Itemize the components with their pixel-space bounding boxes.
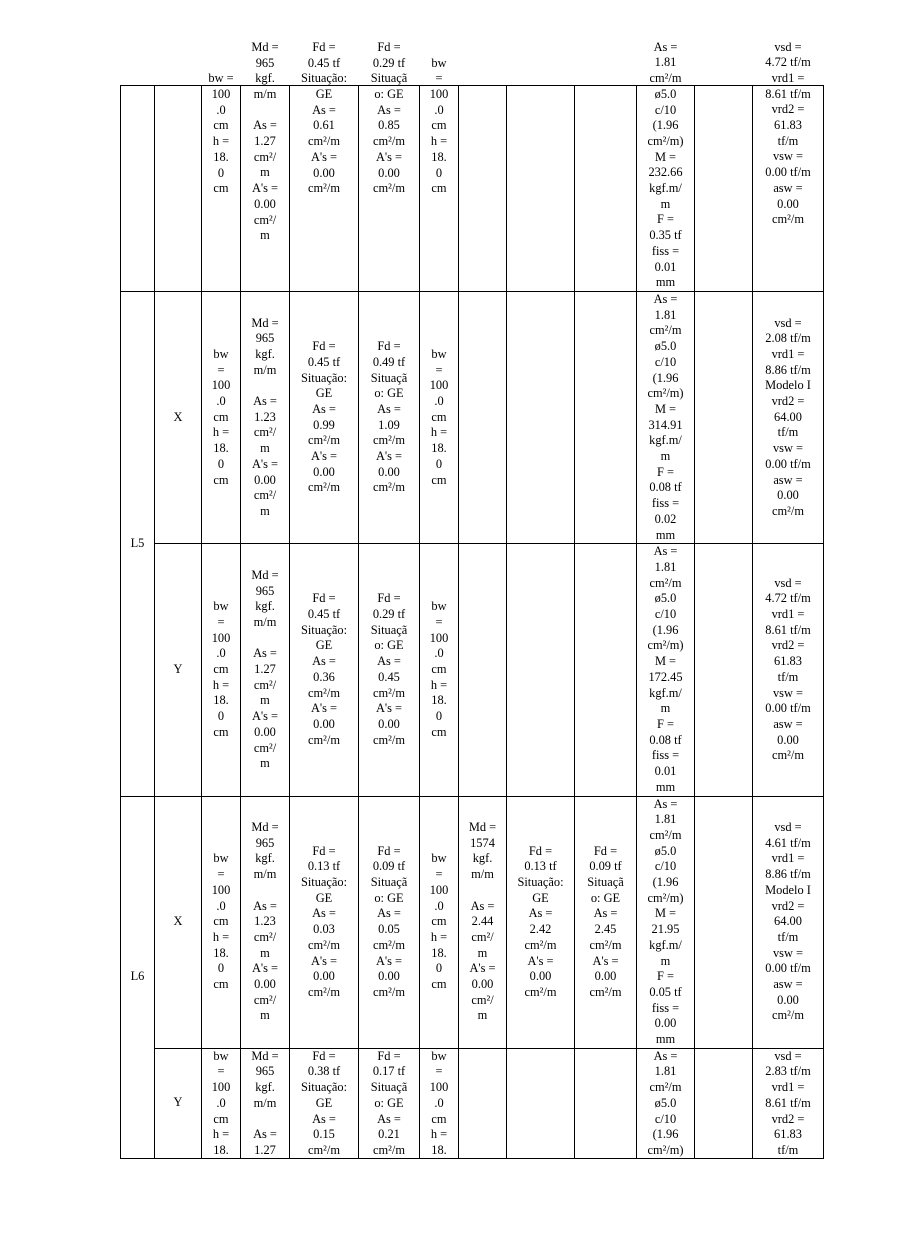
force-cell: Fd = 0.29 tf Situaçã o: GE As = 0.85 cm²/m A's = 0.00 cm²/m	[359, 86, 420, 292]
force-cell	[507, 544, 575, 796]
slab-label: L5	[121, 292, 155, 797]
moment-cell	[459, 1048, 507, 1158]
section-cell: bw = 100 .0 cm h = 18. 0 cm	[420, 796, 459, 1048]
force-cell	[507, 292, 575, 544]
force-cell: Fd = 0.38 tf Situação: GE As = 0.15 cm²/m	[290, 1048, 359, 1158]
moment-cell	[459, 544, 507, 796]
direction-cell	[155, 86, 202, 292]
direction-label: Y	[155, 544, 202, 796]
moment-cell: Md = 965 kgf. m/m As = 1.27 cm²/ m A's = 0.00 cm²/ m	[241, 544, 290, 796]
shear-cell: vsd = 4.72 tf/m vrd1 = 8.61 tf/m vrd2 = 61.83 tf/m vsw = 0.00 tf/m asw = 0.00 cm²/m	[753, 86, 824, 292]
table-row	[121, 544, 824, 796]
direction-label: X	[155, 796, 202, 1048]
cracking-cell: As = 1.81 cm²/m ø5.0 c/10 (1.96 cm²/m) M = 232.66 kgf.m/ m F = 0.35 tf fiss = 0.01 mm	[637, 86, 695, 292]
moment-cell	[459, 292, 507, 544]
force-cell: Fd = 0.29 tf Situaçã o: GE As = 0.45 cm²/m A's = 0.00 cm²/m	[359, 544, 420, 796]
force-cell: Fd = 0.17 tf Situaçã o: GE As = 0.21 cm²/m	[359, 1048, 420, 1158]
direction-label: Y	[155, 1048, 202, 1158]
force-cell	[575, 86, 637, 292]
force-cell: Fd = 0.45 tf Situação: GE As = 0.99 cm²/m A's = 0.00 cm²/m	[290, 292, 359, 544]
empty-cell	[695, 544, 753, 796]
section-cell: bw = 100 .0 cm h = 18. 0 cm	[420, 292, 459, 544]
section-cell: bw = 100 .0 cm h = 18. 0 cm	[420, 86, 459, 292]
force-cell: Fd = 0.45 tf Situação: GE As = 0.61 cm²/m A's = 0.00 cm²/m	[290, 86, 359, 292]
moment-cell: Md = 965 kgf. m/m As = 1.27	[241, 1048, 290, 1158]
section-cell: bw = 100 .0 cm h = 18.	[202, 1048, 241, 1158]
section-cell: bw = 100 .0 cm h = 18.	[420, 1048, 459, 1158]
empty-cell	[695, 86, 753, 292]
empty-cell	[695, 292, 753, 544]
section-cell: bw = 100 .0 cm h = 18. 0 cm	[202, 796, 241, 1048]
section-cell: bw = 100 .0 cm h = 18. 0 cm	[202, 86, 241, 292]
moment-cell	[459, 86, 507, 292]
table-row	[121, 292, 824, 544]
table-row	[121, 796, 824, 1048]
direction-label: X	[155, 292, 202, 544]
table-row	[121, 1048, 824, 1158]
force-cell	[507, 1048, 575, 1158]
cracking-cell: As = 1.81 cm²/m ø5.0 c/10 (1.96 cm²/m) M = 21.95 kgf.m/ m F = 0.05 tf fiss = 0.00 mm	[637, 796, 695, 1048]
moment-cell: Md = 1574 kgf. m/m As = 2.44 cm²/ m A's = 0.00 cm²/ m	[459, 796, 507, 1048]
cracking-cell: As = 1.81 cm²/m ø5.0 c/10 (1.96 cm²/m)	[637, 1048, 695, 1158]
moment-cell: Md = 965 kgf. m/m As = 1.27 cm²/ m A's = 0.00 cm²/ m	[241, 86, 290, 292]
slab-label: L6	[121, 796, 155, 1158]
force-cell: Fd = 0.13 tf Situação: GE As = 0.03 cm²/m A's = 0.00 cm²/m	[290, 796, 359, 1048]
moment-cell: Md = 965 kgf. m/m As = 1.23 cm²/ m A's = 0.00 cm²/ m	[241, 796, 290, 1048]
table-row	[121, 86, 824, 292]
shear-cell: vsd = 4.61 tf/m vrd1 = 8.86 tf/m Modelo I vrd2 = 64.00 tf/m vsw = 0.00 tf/m asw = 0.00 cm²/m	[753, 796, 824, 1048]
section-cell: bw = 100 .0 cm h = 18. 0 cm	[420, 544, 459, 796]
calculation-table	[120, 39, 824, 1159]
force-cell: Fd = 0.49 tf Situaçã o: GE As = 1.09 cm²/m A's = 0.00 cm²/m	[359, 292, 420, 544]
force-cell: Fd = 0.45 tf Situação: GE As = 0.36 cm²/m A's = 0.00 cm²/m	[290, 544, 359, 796]
empty-cell	[695, 1048, 753, 1158]
force-cell: Fd = 0.09 tf Situaçã o: GE As = 0.05 cm²/m A's = 0.00 cm²/m	[359, 796, 420, 1048]
force-cell: Fd = 0.13 tf Situação: GE As = 2.42 cm²/m A's = 0.00 cm²/m	[507, 796, 575, 1048]
slab-cell	[121, 86, 155, 292]
force-cell	[575, 544, 637, 796]
force-cell	[575, 1048, 637, 1158]
force-cell: Fd = 0.09 tf Situaçã o: GE As = 2.45 cm²/m A's = 0.00 cm²/m	[575, 796, 637, 1048]
moment-cell: Md = 965 kgf. m/m As = 1.23 cm²/ m A's = 0.00 cm²/ m	[241, 292, 290, 544]
section-cell: bw = 100 .0 cm h = 18. 0 cm	[202, 544, 241, 796]
shear-cell: vsd = 4.72 tf/m vrd1 = 8.61 tf/m vrd2 = 61.83 tf/m vsw = 0.00 tf/m asw = 0.00 cm²/m	[753, 544, 824, 796]
cracking-cell: As = 1.81 cm²/m ø5.0 c/10 (1.96 cm²/m) M = 172.45 kgf.m/ m F = 0.08 tf fiss = 0.01 mm	[637, 544, 695, 796]
empty-cell	[695, 796, 753, 1048]
cracking-cell: As = 1.81 cm²/m ø5.0 c/10 (1.96 cm²/m) M = 314.91 kgf.m/ m F = 0.08 tf fiss = 0.02 mm	[637, 292, 695, 544]
section-cell: bw = 100 .0 cm h = 18. 0 cm	[202, 292, 241, 544]
shear-cell: vsd = 2.08 tf/m vrd1 = 8.86 tf/m Modelo I vrd2 = 64.00 tf/m vsw = 0.00 tf/m asw = 0.00 cm²/m	[753, 292, 824, 544]
force-cell	[507, 86, 575, 292]
shear-cell: vsd = 2.83 tf/m vrd1 = 8.61 tf/m vrd2 = 61.83 tf/m	[753, 1048, 824, 1158]
force-cell	[575, 292, 637, 544]
